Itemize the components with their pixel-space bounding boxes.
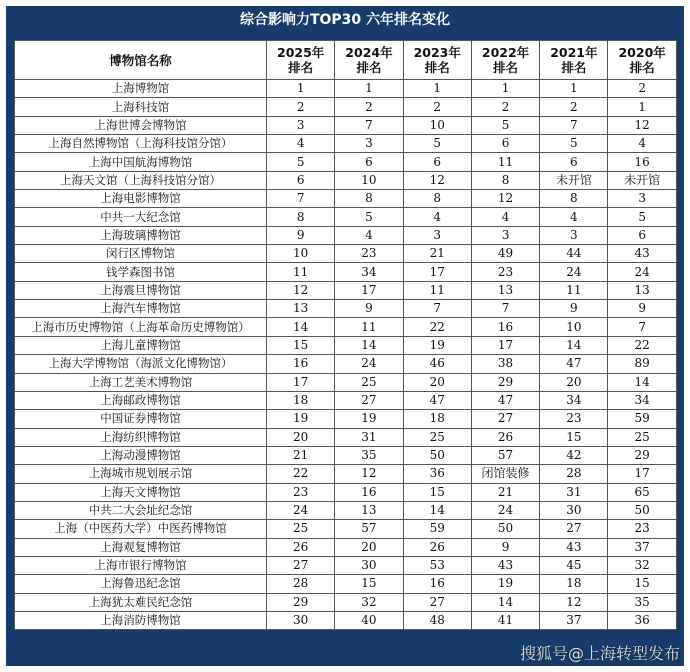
rank-cell: 20: [335, 538, 403, 556]
rank-cell: 18: [267, 391, 335, 409]
header-row: [15, 41, 677, 80]
rank-cell: 14: [267, 318, 335, 336]
rank-cell: 7: [403, 300, 471, 318]
rank-cell: 25: [267, 520, 335, 538]
rank-cell: 18: [540, 575, 608, 593]
rank-cell: 8: [540, 190, 608, 208]
museum-name-cell: 上海震旦博物馆: [15, 281, 267, 299]
rank-cell: 59: [608, 410, 676, 428]
table-row: [15, 428, 677, 446]
rank-cell: 7: [540, 116, 608, 134]
rank-cell: 16: [335, 483, 403, 501]
rank-cell: 17: [608, 465, 676, 483]
rank-cell: 57: [335, 520, 403, 538]
museum-name-cell: 上海市历史博物馆（上海革命历史博物馆）: [15, 318, 267, 336]
rank-cell: 17: [335, 281, 403, 299]
museum-name-cell: 上海玻璃博物馆: [15, 226, 267, 244]
rank-cell: 35: [335, 446, 403, 464]
rank-cell: 42: [540, 446, 608, 464]
table-row: [15, 153, 677, 171]
rank-cell: 26: [403, 538, 471, 556]
table-row: [15, 501, 677, 519]
header-year-rank: 2023年 排名: [403, 41, 471, 80]
museum-name-cell: 中共二大会址纪念馆: [15, 501, 267, 519]
ranking-table: [14, 40, 677, 630]
rank-cell: 8: [267, 208, 335, 226]
table-row: [15, 281, 677, 299]
museum-name-cell: 上海大学博物馆（海派文化博物馆）: [15, 355, 267, 373]
rank-cell: 7: [471, 300, 539, 318]
rank-cell: 1: [403, 80, 471, 98]
table-row: [15, 593, 677, 611]
rank-cell: 23: [267, 483, 335, 501]
rank-cell: 12: [267, 281, 335, 299]
rank-cell: 22: [403, 318, 471, 336]
rank-cell: 5: [540, 135, 608, 153]
rank-cell: 11: [540, 281, 608, 299]
rank-cell: 43: [608, 245, 676, 263]
rank-cell: 闭馆装修: [471, 465, 539, 483]
rank-cell: 5: [608, 208, 676, 226]
rank-cell: 12: [540, 593, 608, 611]
rank-cell: 12: [608, 116, 676, 134]
museum-name-cell: 上海消防博物馆: [15, 611, 267, 629]
rank-cell: 9: [471, 538, 539, 556]
rank-cell: 21: [471, 483, 539, 501]
rank-cell: 8: [335, 190, 403, 208]
table-row: [15, 135, 677, 153]
rank-cell: 11: [267, 263, 335, 281]
rank-cell: 9: [335, 300, 403, 318]
museum-name-cell: 上海纺织博物馆: [15, 428, 267, 446]
museum-name-cell: 上海市银行博物馆: [15, 556, 267, 574]
rank-cell: 8: [403, 190, 471, 208]
rank-cell: 25: [335, 373, 403, 391]
rank-cell: 29: [608, 446, 676, 464]
table-row: [15, 208, 677, 226]
table-row: [15, 226, 677, 244]
rank-cell: 32: [335, 593, 403, 611]
rank-cell: 3: [403, 226, 471, 244]
museum-name-cell: 上海观复博物馆: [15, 538, 267, 556]
rank-cell: 18: [403, 410, 471, 428]
rank-cell: 17: [267, 373, 335, 391]
rank-cell: 35: [608, 593, 676, 611]
rank-cell: 25: [403, 428, 471, 446]
rank-cell: 1: [335, 80, 403, 98]
rank-cell: 27: [335, 391, 403, 409]
rank-cell: 5: [471, 116, 539, 134]
museum-name-cell: 上海城市规划展示馆: [15, 465, 267, 483]
rank-cell: 12: [335, 465, 403, 483]
rank-cell: 6: [335, 153, 403, 171]
table-header: [15, 41, 677, 80]
rank-cell: 19: [471, 575, 539, 593]
rank-cell: 20: [267, 428, 335, 446]
rank-cell: 14: [403, 501, 471, 519]
rank-cell: 59: [403, 520, 471, 538]
rank-cell: 14: [608, 373, 676, 391]
table-row: [15, 263, 677, 281]
rank-cell: 15: [267, 336, 335, 354]
rank-cell: 15: [335, 575, 403, 593]
rank-cell: 48: [403, 611, 471, 629]
rank-cell: 24: [471, 501, 539, 519]
rank-cell: 19: [335, 410, 403, 428]
rank-cell: 21: [403, 245, 471, 263]
rank-cell: 15: [540, 428, 608, 446]
rank-cell: 89: [608, 355, 676, 373]
rank-cell: 2: [403, 98, 471, 116]
rank-cell: 13: [608, 281, 676, 299]
rank-cell: 53: [403, 556, 471, 574]
rank-cell: 10: [267, 245, 335, 263]
table-row: [15, 538, 677, 556]
museum-name-cell: 上海中国航海博物馆: [15, 153, 267, 171]
rank-cell: 6: [540, 153, 608, 171]
rank-cell: 23: [540, 410, 608, 428]
rank-cell: 38: [471, 355, 539, 373]
museum-name-cell: 闵行区博物馆: [15, 245, 267, 263]
rank-cell: 29: [267, 593, 335, 611]
rank-cell: 12: [403, 171, 471, 189]
rank-cell: 23: [608, 520, 676, 538]
table-row: [15, 318, 677, 336]
museum-name-cell: 上海儿童博物馆: [15, 336, 267, 354]
rank-cell: 9: [608, 300, 676, 318]
rank-cell: 23: [335, 245, 403, 263]
header-year-rank: 2024年 排名: [335, 41, 403, 80]
rank-cell: 9: [267, 226, 335, 244]
rank-cell: 13: [471, 281, 539, 299]
museum-name-cell: 上海科技馆: [15, 98, 267, 116]
rank-cell: 22: [267, 465, 335, 483]
header-year-rank: 2025年 排名: [267, 41, 335, 80]
rank-cell: 11: [471, 153, 539, 171]
table-row: [15, 446, 677, 464]
rank-cell: 13: [267, 300, 335, 318]
rank-cell: 31: [540, 483, 608, 501]
table-row: [15, 556, 677, 574]
table-row: [15, 300, 677, 318]
rank-cell: 1: [608, 98, 676, 116]
table-title: 综合影响力TOP30 六年排名变化: [239, 12, 451, 28]
rank-cell: 14: [540, 336, 608, 354]
museum-name-cell: 上海世博会博物馆: [15, 116, 267, 134]
table-row: [15, 190, 677, 208]
table-row: [15, 391, 677, 409]
rank-cell: 36: [403, 465, 471, 483]
table-row: [15, 336, 677, 354]
rank-cell: 26: [471, 428, 539, 446]
rank-cell: 12: [471, 190, 539, 208]
table-row: [15, 116, 677, 134]
rank-cell: 49: [471, 245, 539, 263]
rank-cell: 16: [471, 318, 539, 336]
rank-cell: 37: [608, 538, 676, 556]
rank-cell: 44: [540, 245, 608, 263]
rank-cell: 29: [471, 373, 539, 391]
rank-cell: 65: [608, 483, 676, 501]
rank-cell: 3: [608, 190, 676, 208]
rank-cell: 14: [471, 593, 539, 611]
rank-cell: 未开馆: [608, 171, 676, 189]
rank-cell: 45: [540, 556, 608, 574]
table-row: [15, 575, 677, 593]
rank-cell: 50: [471, 520, 539, 538]
table-row: [15, 171, 677, 189]
rank-cell: 37: [540, 611, 608, 629]
museum-name-cell: 中共一大纪念馆: [15, 208, 267, 226]
rank-cell: 50: [403, 446, 471, 464]
museum-name-cell: 上海自然博物馆（上海科技馆分馆）: [15, 135, 267, 153]
table-row: [15, 98, 677, 116]
rank-cell: 30: [267, 611, 335, 629]
rank-cell: 23: [471, 263, 539, 281]
rank-cell: 10: [403, 116, 471, 134]
museum-name-cell: 上海电影博物馆: [15, 190, 267, 208]
rank-cell: 4: [471, 208, 539, 226]
rank-cell: 34: [608, 391, 676, 409]
rank-cell: 19: [403, 336, 471, 354]
rank-cell: 30: [540, 501, 608, 519]
rank-cell: 30: [335, 556, 403, 574]
rank-cell: 40: [335, 611, 403, 629]
rank-cell: 32: [608, 556, 676, 574]
rank-cell: 27: [403, 593, 471, 611]
rank-cell: 2: [471, 98, 539, 116]
rank-cell: 3: [471, 226, 539, 244]
rank-cell: 15: [608, 575, 676, 593]
rank-cell: 24: [335, 355, 403, 373]
rank-cell: 1: [540, 80, 608, 98]
rank-cell: 25: [608, 428, 676, 446]
rank-cell: 20: [540, 373, 608, 391]
rank-cell: 6: [608, 226, 676, 244]
rank-cell: 14: [335, 336, 403, 354]
museum-name-cell: 上海动漫博物馆: [15, 446, 267, 464]
museum-name-cell: 上海邮政博物馆: [15, 391, 267, 409]
rank-cell: 3: [335, 135, 403, 153]
table-frame: [6, 6, 684, 666]
rank-cell: 47: [471, 391, 539, 409]
rank-cell: 未开馆: [540, 171, 608, 189]
table-row: [15, 465, 677, 483]
header-year-rank: 2020年 排名: [608, 41, 676, 80]
table-row: [15, 410, 677, 428]
museum-name-cell: 上海博物馆: [15, 80, 267, 98]
rank-cell: 17: [471, 336, 539, 354]
rank-cell: 27: [540, 520, 608, 538]
rank-cell: 20: [403, 373, 471, 391]
museum-name-cell: 中国证券博物馆: [15, 410, 267, 428]
rank-cell: 1: [471, 80, 539, 98]
museum-name-cell: 上海天文博物馆: [15, 483, 267, 501]
header-year-rank: 2021年 排名: [540, 41, 608, 80]
rank-cell: 43: [471, 556, 539, 574]
watermark: 搜狐号@上海转型发布: [519, 644, 680, 663]
rank-cell: 24: [608, 263, 676, 281]
rank-cell: 7: [335, 116, 403, 134]
rank-cell: 17: [403, 263, 471, 281]
museum-name-cell: 上海犹太难民纪念馆: [15, 593, 267, 611]
rank-cell: 4: [335, 226, 403, 244]
rank-cell: 5: [267, 153, 335, 171]
rank-cell: 36: [608, 611, 676, 629]
rank-cell: 26: [267, 538, 335, 556]
rank-cell: 1: [267, 80, 335, 98]
rank-cell: 5: [335, 208, 403, 226]
rank-cell: 10: [335, 171, 403, 189]
table-row: [15, 373, 677, 391]
rank-cell: 43: [540, 538, 608, 556]
museum-name-cell: 上海鲁迅纪念馆: [15, 575, 267, 593]
rank-cell: 50: [608, 501, 676, 519]
header-museum-name: 博物馆名称: [15, 41, 267, 80]
rank-cell: 16: [267, 355, 335, 373]
museum-name-cell: 上海工艺美术博物馆: [15, 373, 267, 391]
rank-cell: 6: [267, 171, 335, 189]
museum-name-cell: 上海天文馆（上海科技馆分馆）: [15, 171, 267, 189]
rank-cell: 4: [267, 135, 335, 153]
rank-cell: 3: [267, 116, 335, 134]
rank-cell: 2: [267, 98, 335, 116]
rank-cell: 27: [471, 410, 539, 428]
rank-cell: 28: [540, 465, 608, 483]
rank-cell: 22: [608, 336, 676, 354]
rank-cell: 5: [403, 135, 471, 153]
rank-cell: 3: [540, 226, 608, 244]
rank-cell: 19: [267, 410, 335, 428]
rank-cell: 4: [403, 208, 471, 226]
table-row: [15, 483, 677, 501]
table-row: [15, 80, 677, 98]
table-body: [15, 80, 677, 630]
rank-cell: 11: [335, 318, 403, 336]
rank-cell: 24: [267, 501, 335, 519]
rank-cell: 21: [267, 446, 335, 464]
rank-cell: 6: [471, 135, 539, 153]
rank-cell: 27: [267, 556, 335, 574]
rank-cell: 31: [335, 428, 403, 446]
museum-name-cell: 钱学森图书馆: [15, 263, 267, 281]
rank-cell: 10: [540, 318, 608, 336]
rank-cell: 2: [608, 80, 676, 98]
museum-name-cell: 上海汽车博物馆: [15, 300, 267, 318]
rank-cell: 2: [540, 98, 608, 116]
rank-cell: 24: [540, 263, 608, 281]
rank-cell: 13: [335, 501, 403, 519]
rank-cell: 34: [540, 391, 608, 409]
rank-cell: 28: [267, 575, 335, 593]
table-row: [15, 355, 677, 373]
table-row: [15, 245, 677, 263]
rank-cell: 41: [471, 611, 539, 629]
table-row: [15, 520, 677, 538]
museum-name-cell: 上海（中医药大学）中医药博物馆: [15, 520, 267, 538]
rank-cell: 34: [335, 263, 403, 281]
rank-cell: 11: [403, 281, 471, 299]
rank-cell: 4: [608, 135, 676, 153]
rank-cell: 47: [403, 391, 471, 409]
rank-cell: 4: [540, 208, 608, 226]
rank-cell: 6: [403, 153, 471, 171]
rank-cell: 2: [335, 98, 403, 116]
rank-cell: 7: [608, 318, 676, 336]
header-year-rank: 2022年 排名: [471, 41, 539, 80]
rank-cell: 8: [471, 171, 539, 189]
rank-cell: 16: [403, 575, 471, 593]
rank-cell: 15: [403, 483, 471, 501]
rank-cell: 47: [540, 355, 608, 373]
rank-cell: 7: [267, 190, 335, 208]
rank-cell: 9: [540, 300, 608, 318]
rank-cell: 57: [471, 446, 539, 464]
table-row: [15, 611, 677, 629]
rank-cell: 16: [608, 153, 676, 171]
rank-cell: 46: [403, 355, 471, 373]
